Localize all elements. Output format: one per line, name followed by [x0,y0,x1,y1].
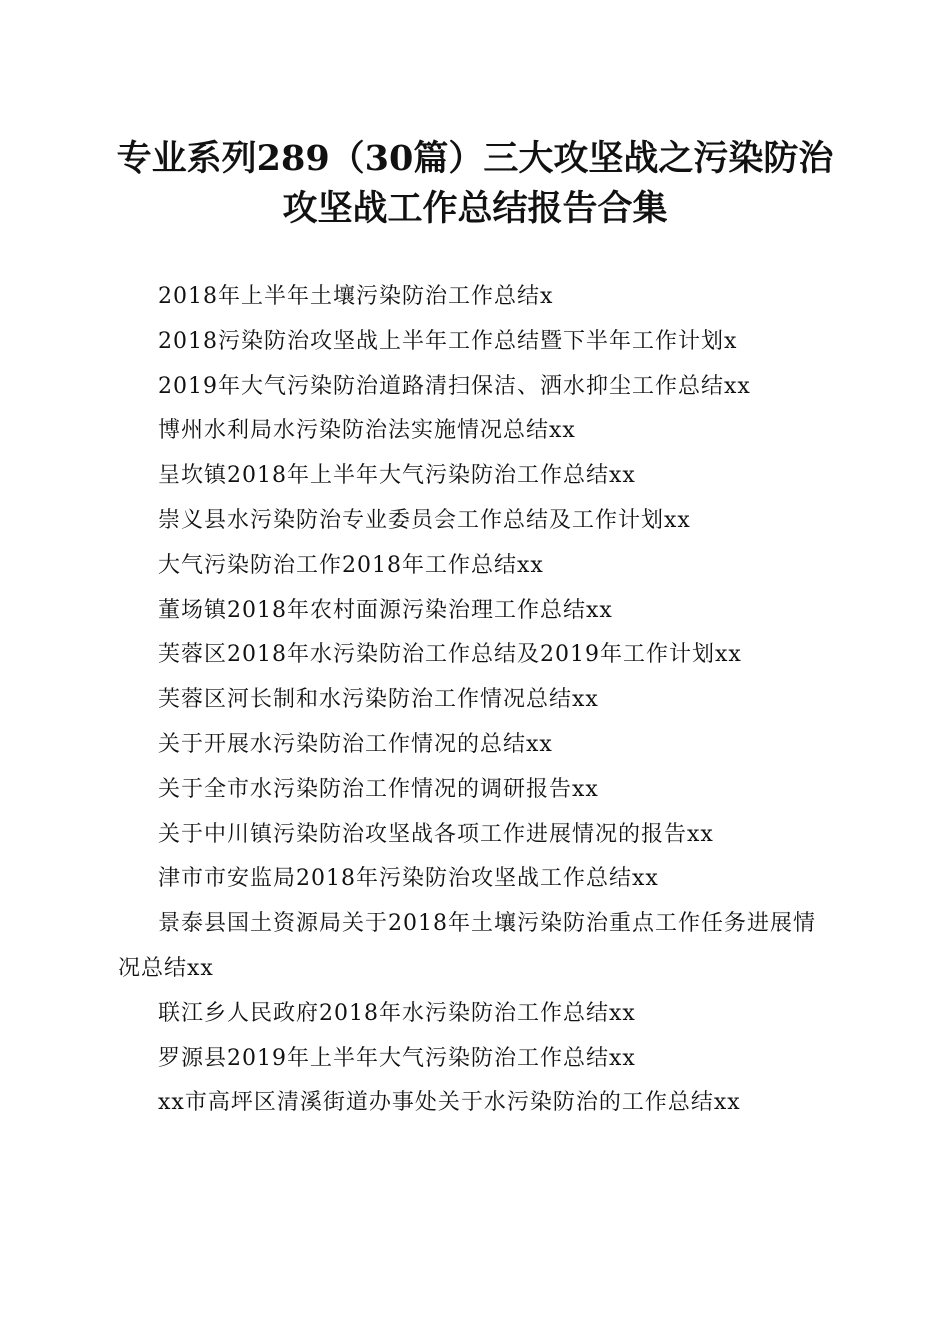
list-item: 芙蓉区河长制和水污染防治工作情况总结xx [158,687,599,713]
list-item: 董场镇2018年农村面源污染治理工作总结xx [158,597,613,623]
list-item: 崇义县水污染防治专业委员会工作总结及工作计划xx [158,507,691,533]
list-item: 津市市安监局2018年污染防治攻坚战工作总结xx [158,866,659,892]
list-item: 大气污染防治工作2018年工作总结xx [158,552,544,578]
list-item: 芙蓉区2018年水污染防治工作总结及2019年工作计划xx [158,642,742,668]
list-item: 博州水利局水污染防治法实施情况总结xx [158,418,576,444]
document-list [118,275,830,1126]
document-title [100,134,850,234]
list-item: 关于全市水污染防治工作情况的调研报告xx [158,776,599,802]
list-item: 罗源县2019年上半年大气污染防治工作总结xx [158,1045,636,1071]
list-item: 关于开展水污染防治工作情况的总结xx [158,731,553,757]
list-item: 2018年上半年土壤污染防治工作总结x [158,284,554,309]
list-item: 关于中川镇污染防治攻坚战各项工作进展情况的报告xx [158,821,714,847]
list-item: 呈坎镇2018年上半年大气污染防治工作总结xx [158,463,636,489]
list-item: 2019年大气污染防治道路清扫保洁、洒水抑尘工作总结xx [158,373,751,399]
list-item: 2018污染防治攻坚战上半年工作总结暨下半年工作计划x [158,328,738,354]
list-item: xx市高坪区清溪街道办事处关于水污染防治的工作总结xx [158,1090,741,1116]
list-item: 联江乡人民政府2018年水污染防治工作总结xx [158,1000,636,1026]
list-item: 景泰县国土资源局关于2018年土壤污染防治重点工作任务进展情况总结xx [118,911,816,981]
title-line-2: 攻坚战工作总结报告合集 [282,188,668,229]
title-line-1: 专业系列289（30篇）三大攻坚战之污染防治 [116,138,834,179]
